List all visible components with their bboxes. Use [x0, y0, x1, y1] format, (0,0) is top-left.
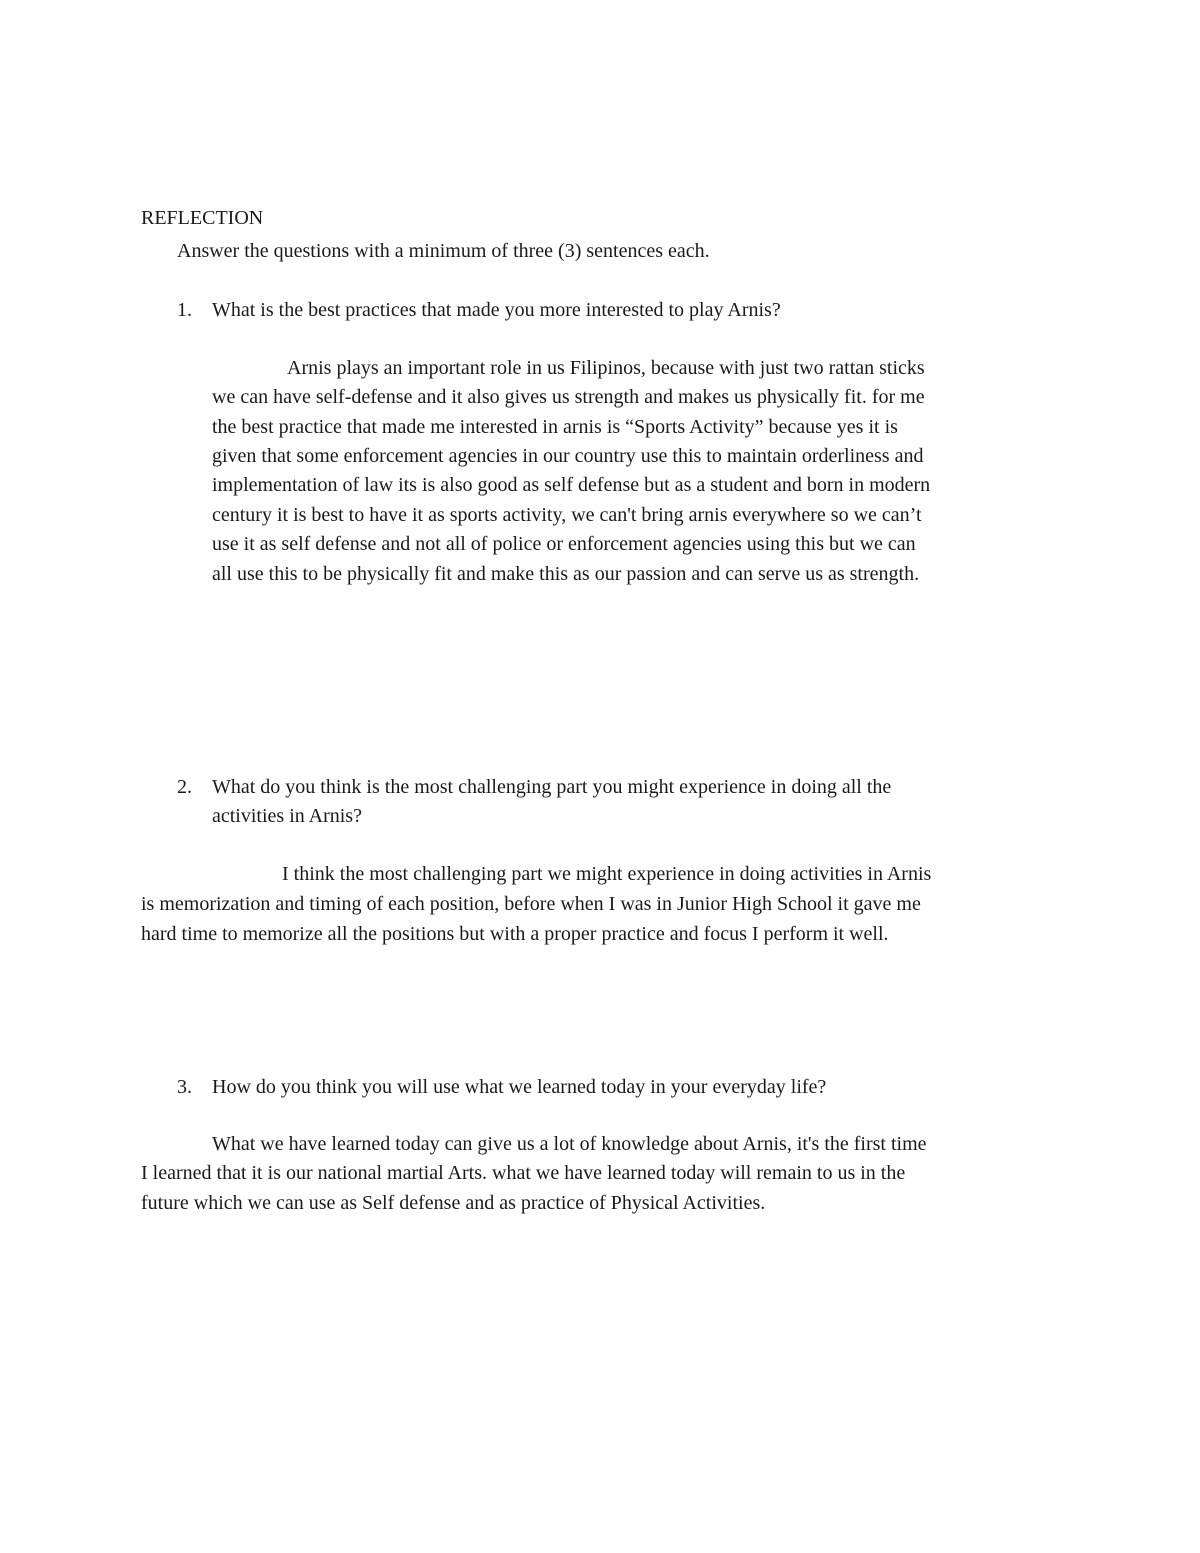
question-3-text: How do you think you will use what we learned today in your everyday life? — [212, 1076, 827, 1098]
answer-1-line-8: all use this to be physically fit and make this as our passion and can serve us as strength. — [212, 563, 920, 585]
question-1-text: What is the best practices that made you more interested to play Arnis? — [212, 299, 781, 321]
answer-1-line-5: implementation of law its is also good as self defense but as a student and born in modern — [212, 474, 931, 496]
answer-1-line-4: given that some enforcement agencies in our country use this to maintain orderliness and — [212, 445, 924, 467]
answer-3-line-3: future which we can use as Self defense and as practice of Physical Activities. — [141, 1192, 766, 1214]
answer-1-line-1: Arnis plays an important role in us Filipinos, because with just two rattan sticks — [287, 357, 925, 379]
question-2-text-line-2: activities in Arnis? — [212, 805, 362, 827]
question-number-3: 3. — [177, 1076, 192, 1098]
question-number-2: 2. — [177, 776, 192, 798]
answer-1-line-2: we can have self-defense and it also gives us strength and makes us physically fit. for me — [212, 386, 925, 408]
question-number-1: 1. — [177, 299, 192, 321]
answer-1-line-6: century it is best to have it as sports activity, we can't bring arnis everywhere so we can’t — [212, 504, 922, 526]
answer-3-line-2: I learned that it is our national martial Arts. what we have learned today will remain to us in the — [141, 1162, 906, 1184]
answer-1-line-7: use it as self defense and not all of police or enforcement agencies using this but we can — [212, 533, 916, 555]
answer-2-line-1: I think the most challenging part we might experience in doing activities in Arnis — [282, 863, 932, 885]
instruction-text: Answer the questions with a minimum of three (3) sentences each. — [177, 240, 710, 262]
answer-2-line-3: hard time to memorize all the positions but with a proper practice and focus I perform it well. — [141, 923, 889, 945]
document-title: REFLECTION — [141, 207, 264, 229]
answer-2-line-2: is memorization and timing of each position, before when I was in Junior High School it gave me — [141, 893, 921, 915]
answer-3-line-1: What we have learned today can give us a lot of knowledge about Arnis, it's the first time — [212, 1133, 927, 1155]
answer-1-line-3: the best practice that made me interested in arnis is “Sports Activity” because yes it is — [212, 416, 898, 438]
question-2-text-line-1: What do you think is the most challenging part you might experience in doing all the — [212, 776, 892, 798]
